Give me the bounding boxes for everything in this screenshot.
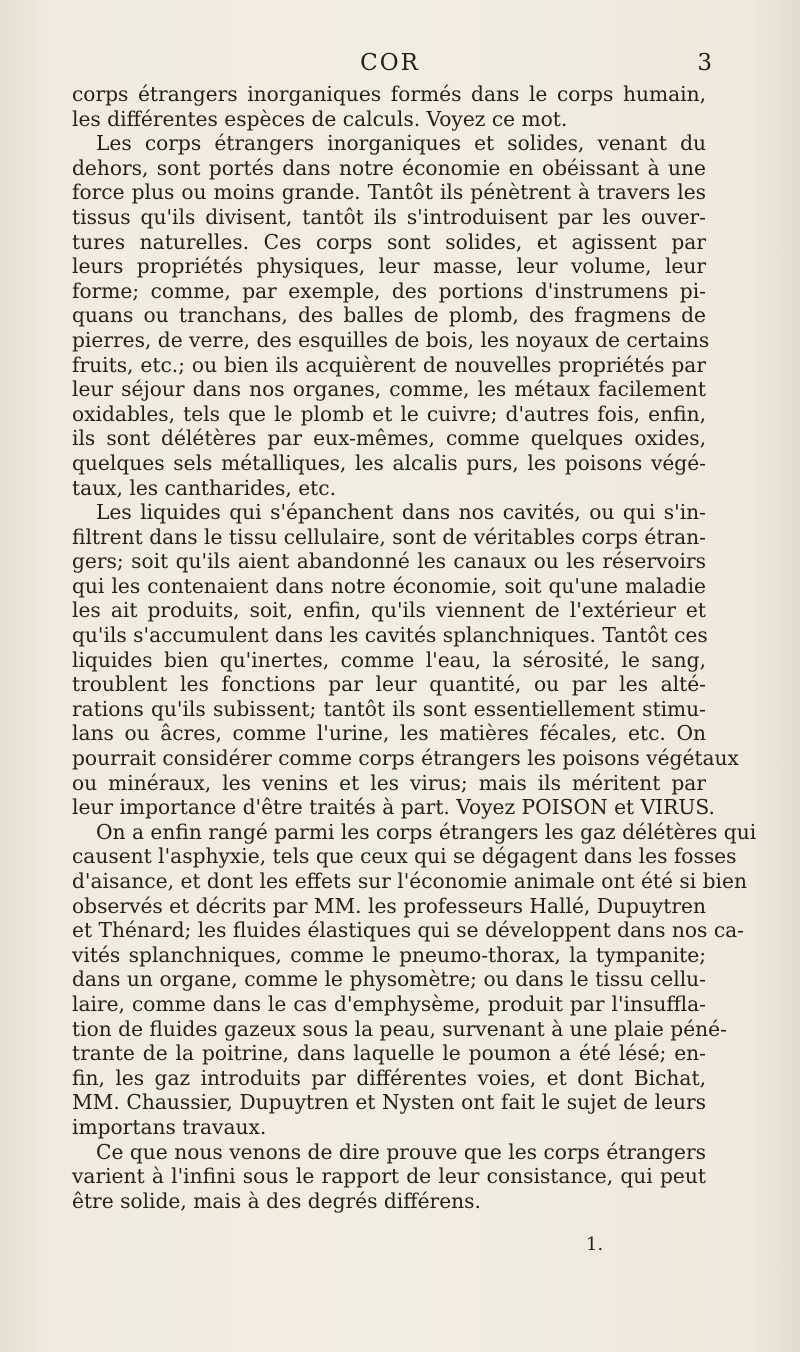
text-line: ils sont délétères par eux-mêmes, comme quelques oxides, bbox=[72, 426, 706, 451]
text-line: varient à l'infini sous le rapport de leur consistance, qui peut bbox=[72, 1164, 706, 1189]
text-line: liquides bien qu'inertes, comme l'eau, la sérosité, le sang, bbox=[72, 647, 706, 672]
text-line: qu'ils s'accumulent dans les cavités splanchniques. Tantôt ces bbox=[72, 623, 708, 648]
text-line: être solide, mais à des degrés différens. bbox=[72, 1188, 481, 1213]
text-line: MM. Chaussier, Dupuytren et Nysten ont fait le sujet de leurs bbox=[72, 1090, 706, 1115]
text-line: causent l'asphyxie, tels que ceux qui se dégagent dans les fosses bbox=[72, 844, 737, 869]
text-line: dans un organe, comme le physomètre; ou dans le tissu cellu- bbox=[72, 967, 706, 992]
paragraph bbox=[72, 131, 710, 500]
text-line: importans travaux. bbox=[72, 1114, 267, 1139]
paragraph bbox=[72, 1140, 706, 1214]
text-line: leur importance d'être traités à part. Voyez POISON et VIRUS. bbox=[72, 795, 715, 820]
text-line: filtrent dans le tissu cellulaire, sont de véritables corps étran- bbox=[72, 524, 706, 549]
text-line: observés et décrits par MM. les professeurs Hallé, Dupuytren bbox=[72, 893, 706, 918]
text-line: taux, les cantharides, etc. bbox=[72, 475, 336, 500]
text-line: fin, les gaz introduits par différentes voies, et dont Bichat, bbox=[72, 1065, 706, 1090]
body-text bbox=[72, 82, 757, 1213]
text-line: force plus ou moins grande. Tantôt ils pénètrent à travers les bbox=[72, 180, 706, 205]
text-line: quans ou tranchans, des balles de plomb, des fragmens de bbox=[72, 303, 706, 328]
text-line: ou minéraux, les venins et les virus; mais ils méritent par bbox=[72, 770, 706, 795]
text-line: Les liquides qui s'épanchent dans nos cavités, ou qui s'in- bbox=[96, 500, 706, 525]
text-line: gers; soit qu'ils aient abandonné les canaux ou les réservoirs bbox=[72, 549, 706, 574]
page-header bbox=[70, 50, 710, 84]
text-line: pierres, de verre, des esquilles de bois, les noyaux de certains bbox=[72, 327, 710, 352]
signature-mark: 1. bbox=[586, 1234, 604, 1255]
text-line: d'aisance, et dont les effets sur l'économie animale ont été si bien bbox=[72, 869, 747, 893]
text-line: tures naturelles. Ces corps sont solides, et agissent par bbox=[72, 229, 706, 254]
text-line: trante de la poitrine, dans laquelle le poumon a été lésé; en- bbox=[72, 1041, 706, 1066]
paragraph bbox=[72, 82, 706, 131]
running-head: COR bbox=[360, 50, 420, 76]
text-line: qui les contenaient dans notre économie, soit qu'une maladie bbox=[72, 573, 706, 598]
text-line: troublent les fonctions par leur quantité, ou par les alté- bbox=[72, 672, 706, 697]
text-line: Ce que nous venons de dire prouve que les corps étrangers bbox=[96, 1139, 706, 1164]
text-line: oxidables, tels que le plomb et le cuivre; d'autres fois, enfin, bbox=[72, 401, 706, 426]
text-line: On a enfin rangé parmi les corps étrangers les gaz délétères qui bbox=[96, 819, 757, 844]
page-number: 3 bbox=[697, 50, 712, 76]
text-line: Les corps étrangers inorganiques et solides, venant du bbox=[96, 131, 706, 156]
text-line: les différentes espèces de calculs. Voyez ce mot. bbox=[72, 106, 568, 131]
text-line: leurs propriétés physiques, leur masse, leur volume, leur bbox=[72, 254, 706, 279]
text-line: laire, comme dans le cas d'emphysème, produit par l'insuffla- bbox=[72, 991, 706, 1016]
text-line: tion de fluides gazeux sous la peau, survenant à une plaie péné- bbox=[72, 1016, 727, 1041]
paragraph bbox=[72, 819, 757, 1140]
text-line: et Thénard; les fluides élastiques qui se développent dans nos ca- bbox=[72, 918, 744, 943]
text-line: les ait produits, soit, enfin, qu'ils viennent de l'extérieur et bbox=[72, 598, 706, 623]
paragraph bbox=[72, 500, 739, 820]
text-line: corps étrangers inorganiques formés dans le corps humain, bbox=[72, 82, 706, 106]
text-line: lans ou âcres, comme l'urine, les matières fécales, etc. On bbox=[72, 721, 706, 746]
text-line: dehors, sont portés dans notre économie en obéissant à une bbox=[72, 155, 706, 180]
text-line: tissus qu'ils divisent, tantôt ils s'introduisent par les ouver- bbox=[72, 204, 706, 229]
text-line: leur séjour dans nos organes, comme, les métaux facilement bbox=[72, 377, 706, 402]
text-line: pourrait considérer comme corps étrangers les poisons végétaux bbox=[72, 746, 739, 771]
text-line: vités splanchniques, comme le pneumo-thorax, la tympanite; bbox=[72, 942, 706, 967]
text-line: forme; comme, par exemple, des portions d'instrumens pi- bbox=[72, 278, 706, 303]
text-line: fruits, etc.; ou bien ils acquièrent de nouvelles propriétés par bbox=[72, 352, 706, 377]
text-line: rations qu'ils subissent; tantôt ils sont essentiellement stimu- bbox=[72, 696, 706, 721]
text-line: quelques sels métalliques, les alcalis purs, les poisons végé- bbox=[72, 450, 706, 475]
